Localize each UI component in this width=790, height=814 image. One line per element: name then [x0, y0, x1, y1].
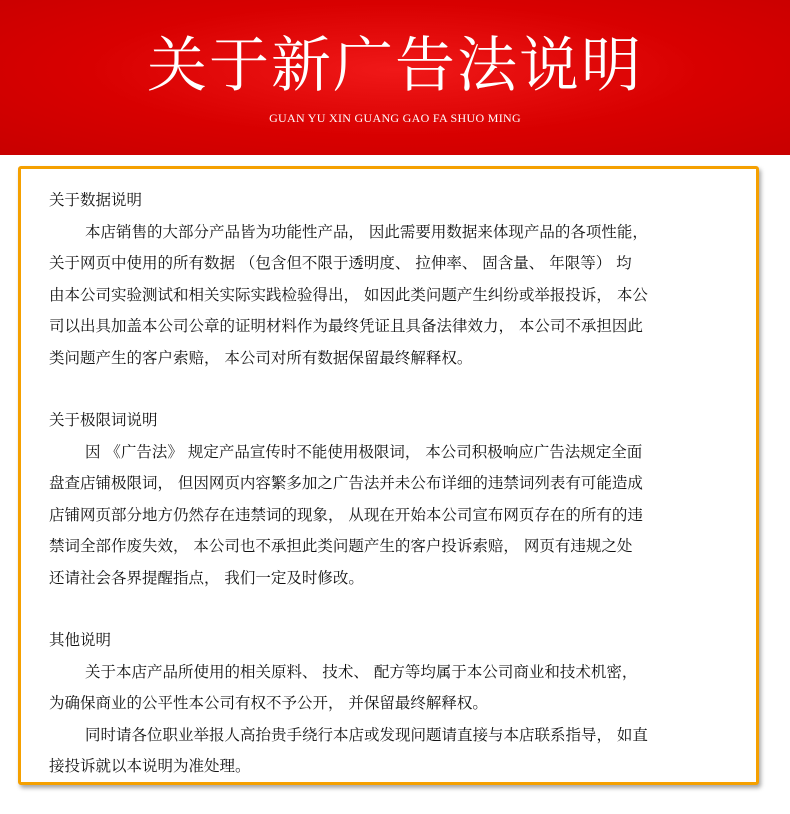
section-heading: 其他说明	[49, 631, 112, 649]
paragraph-line: 同时请各位职业举报人高抬贵手绕行本店或发现问题请直接与本店联系指导， 如直	[85, 725, 648, 744]
section-data	[49, 185, 739, 374]
paragraph-line: 关于网页中使用的所有数据 （包含但不限于透明度、 拉伸率、 固含量、 年限等） 均	[49, 254, 632, 272]
section-heading: 关于极限词说明	[49, 411, 158, 429]
paragraph-line: 接投诉就以本说明为准处理。	[49, 757, 251, 775]
paragraph-line: 关于本店产品所使用的相关原料、 技术、 配方等均属于本公司商业和技术机密，	[85, 662, 638, 681]
section-other	[49, 625, 739, 783]
paragraph-line: 由本公司实验测试和相关实际实践检验得出， 如因此类问题产生纠纷或举报投诉， 本公	[49, 285, 648, 304]
section-heading: 关于数据说明	[49, 191, 143, 209]
paragraph-line: 司以出具加盖本公司公章的证明材料作为最终凭证且具备法律效力， 本公司不承担因此	[49, 317, 643, 335]
paragraph-line: 还请社会各界提醒指点， 我们一定及时修改。	[49, 568, 364, 587]
paragraph-line: 为确保商业的公平性本公司有权不予公开， 并保留最终解释权。	[49, 694, 488, 712]
header-banner	[0, 0, 790, 155]
page-subtitle: GUAN YU XIN GUANG GAO FA SHUO MING	[269, 111, 521, 125]
page-title: 关于新广告法说明	[147, 31, 643, 101]
paragraph-line: 禁词全部作废失效， 本公司也不承担此类问题产生的客户投诉索赔， 网页有违规之处	[49, 537, 633, 555]
paragraph-line: 类问题产生的客户索赔， 本公司对所有数据保留最终解释权。	[49, 348, 473, 367]
paragraph-line: 盘查店铺极限词， 但因网页内容繁多加之广告法并未公布详细的违禁词列表有可能造成	[49, 474, 643, 492]
paragraph-line: 店铺网页部分地方仍然存在违禁词的现象， 从现在开始本公司宣布网页存在的所有的违	[49, 505, 643, 524]
section-limit-words	[49, 405, 739, 594]
paragraph-line: 因 《广告法》 规定产品宣传时不能使用极限词， 本公司积极响应广告法规定全面	[85, 442, 643, 461]
paragraph-line: 本店销售的大部分产品皆为功能性产品， 因此需要用数据来体现产品的各项性能，	[85, 222, 648, 241]
notice-box	[18, 166, 759, 785]
notice-content	[49, 185, 739, 814]
